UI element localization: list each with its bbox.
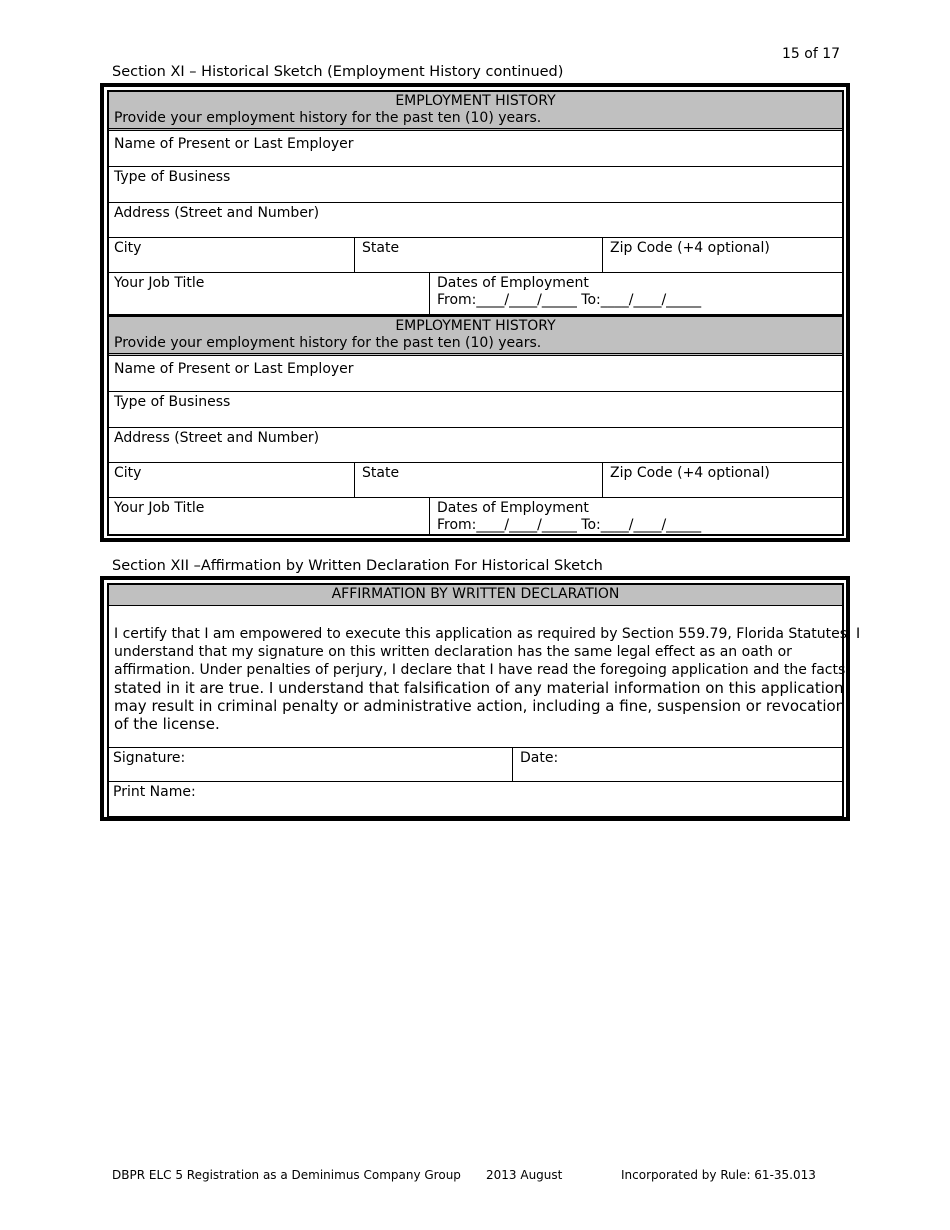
affirmation-line: stated in it are true. I understand that falsification of any material information on this application xyxy=(114,679,844,697)
employment-history-instructions: Provide your employment history for the past ten (10) years. xyxy=(114,335,542,351)
employer-name-field[interactable] xyxy=(109,359,842,392)
address-label: Address (Street and Number) xyxy=(114,205,320,221)
signature-date-row xyxy=(109,747,842,782)
affirmation-line: understand that my signature on this written declaration has the same legal effect as an oath or xyxy=(114,644,792,660)
dates-of-employment-field[interactable] xyxy=(429,273,842,314)
dates-of-employment-label: Dates of Employment xyxy=(437,275,589,291)
zip-code-label: Zip Code (+4 optional) xyxy=(610,465,770,481)
state-field[interactable] xyxy=(354,238,602,272)
employment-history-instructions: Provide your employment history for the past ten (10) years. xyxy=(114,110,542,126)
print-name-label: Print Name: xyxy=(113,784,196,800)
date-field[interactable] xyxy=(512,748,842,781)
city-label: City xyxy=(114,465,142,481)
zip-code-field[interactable] xyxy=(602,463,842,497)
state-label: State xyxy=(362,240,400,256)
city-state-zip-row xyxy=(109,238,842,273)
zip-code-field[interactable] xyxy=(602,238,842,272)
affirmation-inner xyxy=(107,583,861,818)
employment-history-header xyxy=(109,317,842,356)
job-title-field[interactable] xyxy=(109,273,429,314)
print-name-field[interactable] xyxy=(109,782,842,816)
affirmation-line: affirmation. Under penalties of perjury, I declare that I have read the foregoing application and the facts xyxy=(114,662,846,678)
signature-label: Signature: xyxy=(113,750,186,766)
job-title-label: Your Job Title xyxy=(114,500,205,516)
affirmation-line: I certify that I am empowered to execute this application as required by Section 559.79, Florida Statutes. I xyxy=(114,626,861,642)
dates-format: From:____/____/_____ To:____/____/_____ xyxy=(437,517,702,533)
address-field[interactable] xyxy=(109,203,842,238)
state-field[interactable] xyxy=(354,463,602,497)
job-title-label: Your Job Title xyxy=(114,275,205,291)
footer-date: 2013 August xyxy=(486,1168,563,1182)
city-field[interactable] xyxy=(109,463,354,497)
page-number: 15 of 17 xyxy=(782,46,841,62)
section-xii-title: Section XII –Affirmation by Written Declaration For Historical Sketch xyxy=(112,558,603,574)
employment-history-title: EMPLOYMENT HISTORY xyxy=(395,93,556,109)
section-xi-title: Section XI – Historical Sketch (Employment History continued) xyxy=(112,64,564,80)
date-label: Date: xyxy=(520,750,559,766)
city-state-zip-row xyxy=(109,463,842,498)
address-label: Address (Street and Number) xyxy=(114,430,320,446)
employment-history-title: EMPLOYMENT HISTORY xyxy=(395,318,556,334)
affirmation-line: may result in criminal penalty or administrative action, including a fine, suspension or revocation xyxy=(114,697,846,715)
state-label: State xyxy=(362,465,400,481)
affirmation-header: AFFIRMATION BY WRITTEN DECLARATION xyxy=(109,585,842,606)
job-dates-row xyxy=(109,498,842,534)
affirmation-line: of the license. xyxy=(114,715,220,733)
dates-of-employment-field[interactable] xyxy=(429,498,842,534)
affirmation-form xyxy=(100,576,861,821)
business-type-field[interactable] xyxy=(109,167,842,203)
zip-code-label: Zip Code (+4 optional) xyxy=(610,240,770,256)
job-dates-row xyxy=(109,273,842,314)
footer-rule: Incorporated by Rule: 61-35.013 xyxy=(621,1168,816,1182)
employment-history-inner xyxy=(107,90,844,536)
dates-of-employment-label: Dates of Employment xyxy=(437,500,589,516)
footer-form-name: DBPR ELC 5 Registration as a Deminimus Company Group xyxy=(112,1168,461,1182)
job-title-field[interactable] xyxy=(109,498,429,534)
signature-field[interactable] xyxy=(109,748,512,781)
employer-name-label: Name of Present or Last Employer xyxy=(114,136,354,152)
employment-history-header xyxy=(109,92,842,131)
business-type-field[interactable] xyxy=(109,392,842,428)
employer-name-label: Name of Present or Last Employer xyxy=(114,361,354,377)
dates-format: From:____/____/_____ To:____/____/_____ xyxy=(437,292,702,308)
business-type-label: Type of Business xyxy=(114,169,231,185)
address-field[interactable] xyxy=(109,428,842,463)
affirmation-statement xyxy=(114,625,861,733)
employer-name-field[interactable] xyxy=(109,134,842,167)
employment-history-form xyxy=(100,83,850,542)
business-type-label: Type of Business xyxy=(114,394,231,410)
city-field[interactable] xyxy=(109,238,354,272)
city-label: City xyxy=(114,240,142,256)
